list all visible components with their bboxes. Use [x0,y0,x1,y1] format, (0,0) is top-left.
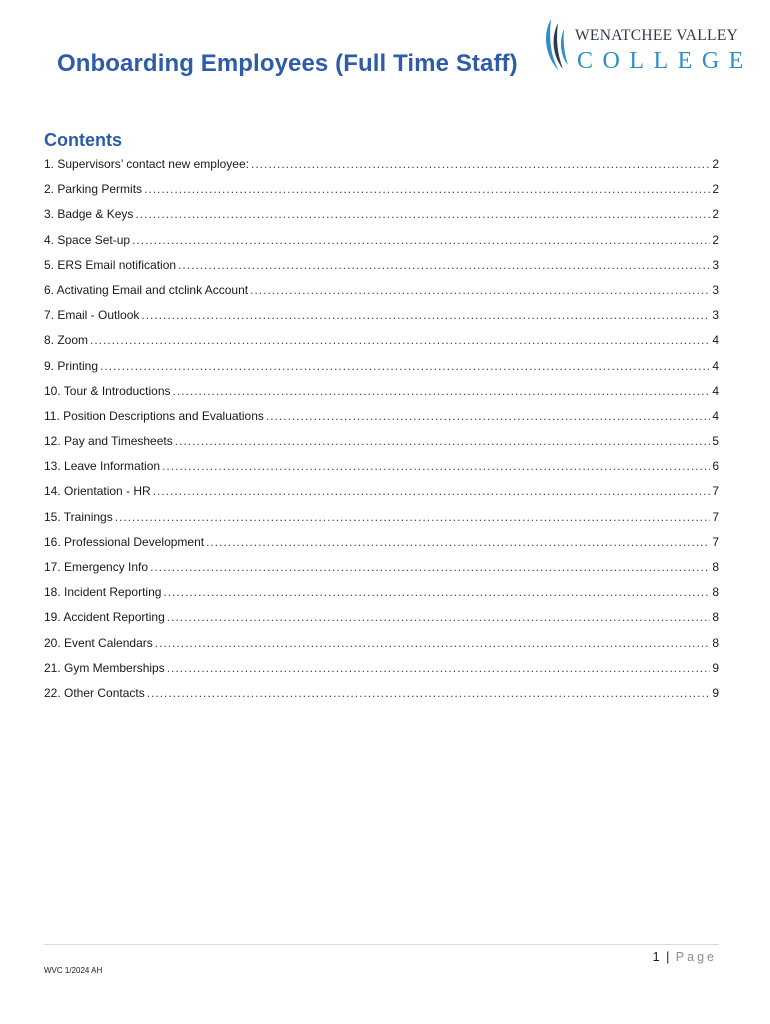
toc-entry-label[interactable]: 5. ERS Email notification [44,257,177,272]
toc-entry-page[interactable]: 2 [712,157,719,171]
toc-dot-leader [250,281,710,299]
toc-entry[interactable] [44,281,719,306]
toc-dot-leader [144,180,710,198]
toc-entry[interactable] [44,608,719,633]
page-number-separator: | [666,950,670,964]
toc-entry[interactable] [44,357,719,382]
toc-entry-label[interactable]: 12. Pay and Timesheets [44,434,173,449]
toc-entry-page[interactable]: 7 [712,534,719,549]
toc-dot-leader [90,331,710,349]
toc-entry-label[interactable]: 7. Email - Outlook [44,308,140,323]
toc-dot-leader [100,357,710,375]
logo-text-college: COLLEGE [577,48,753,74]
toc-entry[interactable] [44,558,719,583]
toc-entry[interactable] [44,205,719,230]
toc-entry-label[interactable]: 13. Leave Information [44,459,161,474]
toc-entry-page[interactable]: 4 [712,408,719,423]
footer-note: WVC 1/2024 AH [44,966,103,975]
toc-dot-leader [162,457,710,475]
toc-entry-label[interactable]: 18. Incident Reporting [44,585,162,600]
toc-dot-leader [141,306,710,324]
toc-entry-page[interactable]: 4 [712,358,719,373]
page-number [653,950,717,964]
toc-entry-page[interactable]: 7 [712,509,719,524]
toc-entry[interactable] [44,331,719,356]
toc-dot-leader [135,205,710,223]
toc-entry-page[interactable]: 5 [712,434,719,449]
college-logo [541,17,753,79]
toc-dot-leader [150,558,710,576]
toc-entry-page[interactable]: 2 [712,182,719,197]
toc-dot-leader [115,508,711,526]
toc-entry-page[interactable]: 8 [712,560,719,574]
toc-entry[interactable] [44,256,719,281]
toc-entry-label[interactable]: 9. Printing [44,358,99,373]
toc-entry-label[interactable]: 16. Professional Development [44,534,205,549]
logo-text-wenatchee-valley: WENATCHEE VALLEY [575,27,739,44]
toc-entry-page[interactable]: 3 [712,282,719,297]
toc-entry-label[interactable]: 11. Position Descriptions and Evaluations [44,408,264,423]
toc-dot-leader [175,432,711,450]
page-label: Page [675,950,717,964]
toc-dot-leader [147,684,711,702]
toc-entry[interactable] [44,684,719,709]
page-number-value: 1 [652,950,660,964]
toc-entry[interactable] [44,659,719,684]
toc-entry-page[interactable]: 2 [712,207,719,222]
toc-entry-label[interactable]: 19. Accident Reporting [44,610,165,625]
table-of-contents [44,155,719,709]
toc-entry-page[interactable]: 4 [712,383,719,398]
toc-entry-label[interactable]: 1. Supervisors’ contact new employee: [44,157,249,171]
toc-dot-leader [178,256,710,274]
toc-dot-leader [167,659,711,677]
toc-entry-label[interactable]: 8. Zoom [44,333,89,348]
toc-entry[interactable] [44,533,719,558]
toc-entry-page[interactable]: 8 [712,610,719,625]
toc-entry[interactable] [44,583,719,608]
toc-entry-page[interactable]: 3 [712,257,719,272]
toc-entry[interactable] [44,432,719,457]
toc-entry-page[interactable]: 3 [712,308,719,323]
toc-dot-leader [251,155,710,173]
toc-dot-leader [167,608,711,626]
toc-entry-label[interactable]: 15. Trainings [44,509,113,524]
toc-entry-label[interactable]: 14. Orientation - HR [44,484,151,499]
contents-heading: Contents [44,130,122,150]
toc-entry-label[interactable]: 2. Parking Permits [44,182,143,197]
toc-entry[interactable] [44,634,719,659]
toc-entry[interactable] [44,231,719,256]
toc-entry-page[interactable]: 9 [712,685,719,700]
toc-entry-page[interactable]: 8 [712,585,719,600]
toc-entry[interactable] [44,482,719,507]
toc-entry-label[interactable]: 10. Tour & Introductions [44,383,171,398]
toc-entry[interactable] [44,306,719,331]
toc-entry[interactable] [44,155,719,180]
toc-entry-page[interactable]: 7 [712,484,719,499]
toc-dot-leader [132,231,710,249]
toc-entry-page[interactable]: 4 [712,333,719,348]
toc-entry[interactable] [44,457,719,482]
toc-entry-label[interactable]: 20. Event Calendars [44,635,153,650]
toc-dot-leader [153,482,711,500]
toc-entry-label[interactable]: 4. Space Set-up [44,232,131,247]
toc-entry[interactable] [44,180,719,205]
toc-dot-leader [163,583,710,601]
toc-entry-label[interactable]: 6. Activating Email and ctclink Account [44,282,249,297]
toc-entry-label[interactable]: 21. Gym Memberships [44,660,165,675]
toc-entry[interactable] [44,407,719,432]
toc-entry-page[interactable]: 6 [712,459,719,474]
toc-entry-page[interactable]: 9 [712,660,719,675]
toc-entry[interactable] [44,508,719,533]
toc-entry[interactable] [44,382,719,407]
toc-dot-leader [266,407,710,425]
toc-entry-page[interactable]: 8 [712,635,719,650]
page-title: Onboarding Employees (Full Time Staff) [57,50,518,77]
toc-dot-leader [155,634,711,652]
footer-divider [44,944,719,945]
feather-logo-icon [541,17,577,77]
toc-dot-leader [206,533,710,551]
toc-entry-label[interactable]: 17. Emergency Info [44,560,149,574]
toc-dot-leader [173,382,711,400]
toc-entry-page[interactable]: 2 [712,232,719,247]
toc-entry-label[interactable]: 3. Badge & Keys [44,207,134,222]
toc-entry-label[interactable]: 22. Other Contacts [44,685,145,700]
